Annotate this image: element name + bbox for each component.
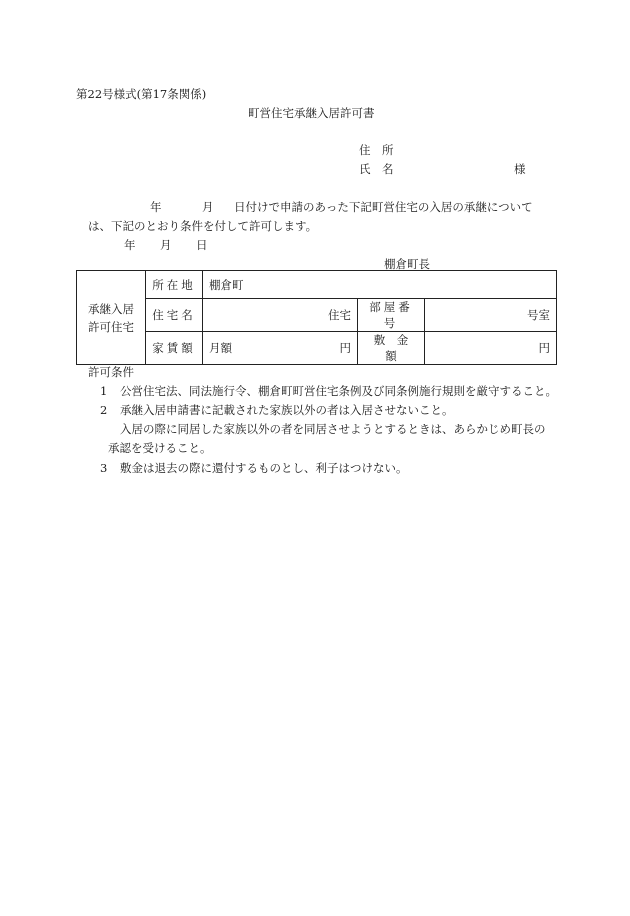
deposit-label: 敷 金 額	[358, 332, 425, 365]
condition-item	[100, 460, 407, 476]
rent-value	[203, 332, 358, 365]
document-title: 町営住宅承継入居許可書	[248, 106, 375, 120]
location-value: 棚倉町	[203, 271, 557, 299]
condition-text: 公営住宅法、同法施行令、棚倉町町営住宅条例及び同条例施行規則を厳守すること。	[119, 384, 557, 398]
condition-text: 敷金は退去の際に還付するものとし、利子はつけない。	[119, 461, 408, 475]
body-line-1: 日付けで申請のあった下記町営住宅の入居の承継について	[234, 200, 533, 214]
deposit-value: 円	[425, 332, 557, 365]
condition-number: 2	[100, 403, 108, 417]
issue-day: 日	[196, 238, 208, 252]
issue-year: 年	[124, 238, 136, 252]
house-name-label: 住宅名	[146, 299, 203, 332]
permit-house-table	[76, 270, 557, 365]
name-label: 氏 名	[359, 162, 394, 176]
room-number-value: 号室	[425, 299, 557, 332]
house-name-value: 住宅	[203, 299, 358, 332]
condition-item	[100, 383, 557, 399]
address-label: 住 所	[359, 143, 394, 157]
rent-label: 家賃額	[146, 332, 203, 365]
condition-text: 入居の際に同居した家族以外の者を同居させようとするときは、あらかじめ町長の	[120, 422, 546, 436]
condition-number: 1	[100, 384, 108, 398]
permit-house-label-line1: 承継入居	[88, 301, 134, 316]
condition-item	[108, 440, 212, 456]
condition-item	[120, 421, 546, 437]
location-label: 所在地	[146, 271, 203, 299]
rent-suffix: 円	[339, 341, 351, 355]
date-month: 月	[202, 200, 214, 214]
rent-prefix: 月額	[209, 341, 232, 355]
condition-number: 3	[100, 461, 108, 475]
issue-month: 月	[160, 238, 172, 252]
issuer: 棚倉町長	[384, 257, 430, 271]
body-line-2: は、下記のとおり条件を付して許可します。	[88, 219, 318, 233]
permit-house-label	[77, 271, 146, 365]
room-number-label: 部屋番号	[358, 299, 425, 332]
date-year: 年	[150, 200, 162, 214]
condition-text: 承認を受けること。	[108, 441, 212, 455]
conditions-title: 許可条件	[88, 365, 134, 379]
form-number: 第22号様式(第17条関係)	[76, 87, 207, 101]
condition-item	[100, 402, 453, 418]
name-suffix: 様	[514, 162, 526, 176]
permit-house-label-line2: 許可住宅	[88, 319, 134, 334]
condition-text: 承継入居申請書に記載された家族以外の者は入居させないこと。	[119, 403, 454, 417]
